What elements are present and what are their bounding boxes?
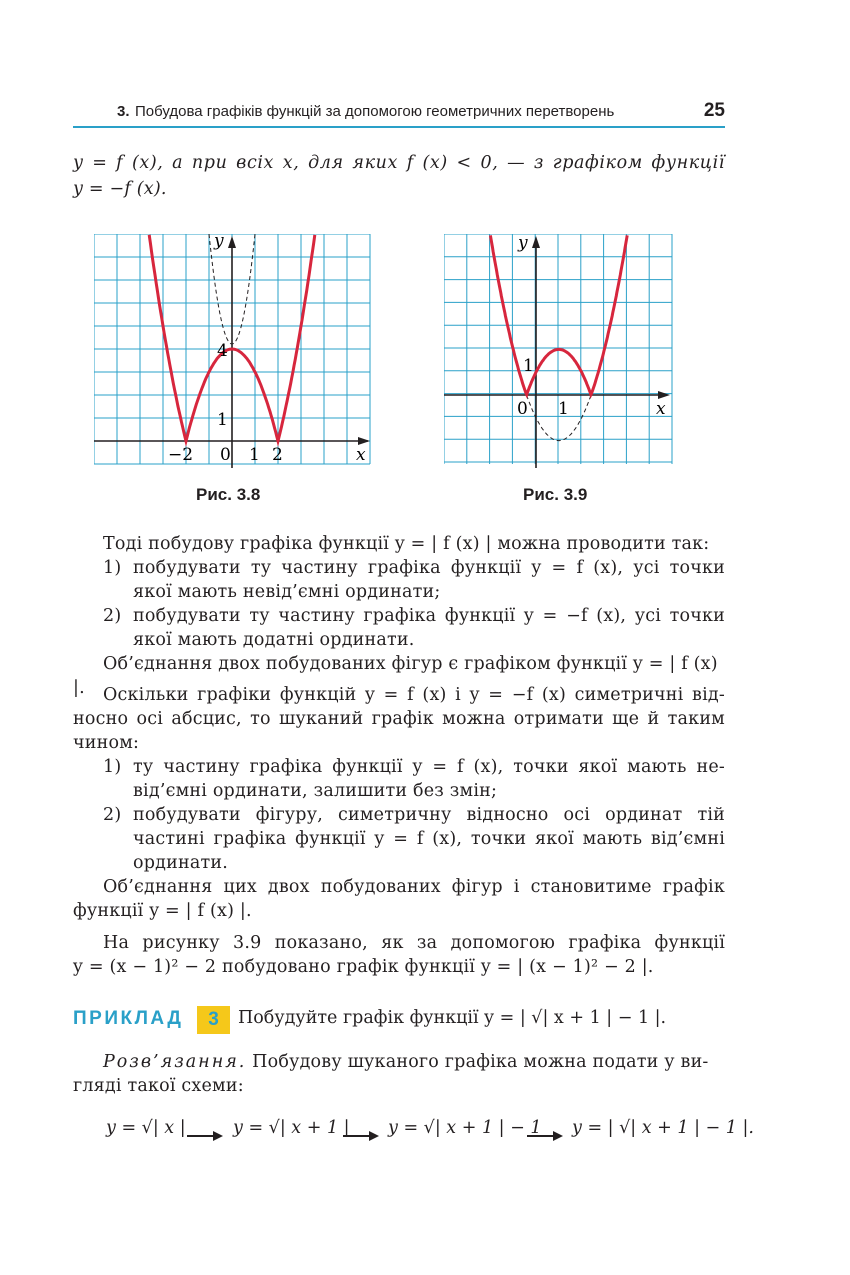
paragraph-3-line-2: носно осі абсцис, то шуканий графік можна отримати ще й таким — [73, 709, 725, 729]
label-y1: 1 — [217, 410, 228, 430]
caption-fig-3-9: Рис. 3.9 — [523, 485, 588, 504]
label-xm2: −2 — [168, 445, 194, 465]
example-task: Побудуйте графік функції y = | √| x + 1 | − 1 |. — [238, 1008, 667, 1028]
paragraph-5-line-2: y = (x − 1)² − 2 побудовано графік функції y = | (x − 1)² − 2 |. — [73, 957, 654, 977]
chain-step-2: y = √| x + 1 | — [233, 1118, 350, 1138]
chain-step-3: y = √| x + 1 | − 1 — [388, 1118, 542, 1138]
list-line: побудувати ту частину графіка функції y = −f (x), усі точки — [133, 606, 725, 626]
list2-item-1 — [103, 755, 725, 803]
arrow-icon — [187, 1130, 225, 1142]
list-line: побудувати фігуру, симетричну відносно осі ординат тій — [133, 805, 725, 825]
label-x1: 1 — [249, 445, 260, 465]
list-line: від’ємні ординати, залишити без змін; — [133, 781, 498, 801]
page-number: 25 — [703, 100, 725, 121]
y-axis-label: y — [214, 234, 224, 251]
paragraph-3-line-3: чином: — [73, 733, 140, 753]
solution-title: Розв’язання. — [103, 1052, 247, 1072]
label-x1: 1 — [558, 399, 569, 419]
list-number: 1) — [103, 558, 122, 578]
x-axis-arrow — [358, 437, 370, 445]
intro-line-1: y = f (x), а при всіх x, для яких f (x) < 0, — з графіком функції — [73, 153, 725, 173]
example-number-badge: 3 — [197, 1006, 230, 1034]
list-line: якої мають додатні ординати. — [133, 630, 415, 650]
x-axis-arrow — [658, 391, 670, 399]
paragraph-2: Об’єднання двох побудованих фігур є графіком функції y = | f (x) |. — [73, 654, 718, 698]
paragraph-1: Тоді побудову графіка функції y = | f (x) | можна проводити так: — [103, 534, 710, 554]
y-axis-arrow — [228, 236, 236, 248]
example-label: ПРИКЛАД — [73, 1008, 184, 1029]
chain-step-4: y = | √| x + 1 | − 1 |. — [572, 1118, 754, 1138]
y-axis-arrow — [532, 236, 540, 248]
figure-3-8 — [94, 234, 376, 468]
list1-item-2 — [103, 604, 725, 652]
list-line: ту частину графіка функції y = f (x), точки якої мають не- — [133, 757, 725, 777]
list-number: 2) — [103, 805, 122, 825]
solution-line-1 — [73, 1050, 725, 1074]
paragraph-5-line-1: На рисунку 3.9 показано, як за допомогою графіка функції — [103, 933, 725, 953]
figure-3-9 — [444, 234, 674, 468]
label-x0: 0 — [220, 445, 231, 465]
running-header — [73, 96, 725, 128]
label-x2: 2 — [272, 445, 283, 465]
list1-item-1 — [103, 556, 725, 604]
list-line: ординати. — [133, 853, 228, 873]
intro-line-2: y = −f (x). — [73, 179, 167, 199]
chapter-title: Побудова графіків функцій за допомогою геометричних перетворень — [135, 103, 615, 120]
solution-text: Побудову шуканого графіка можна подати у ви- — [252, 1052, 709, 1072]
list-number: 2) — [103, 606, 122, 626]
list-line: якої мають невід’ємні ординати; — [133, 582, 441, 602]
list-line: побудувати ту частину графіка функції y = f (x), усі точки — [133, 558, 725, 578]
list-line: частині графіка функції y = f (x), точки якої мають від’ємні — [133, 829, 725, 849]
label-y1: 1 — [523, 356, 534, 376]
x-axis-label: x — [356, 445, 366, 465]
solution-line-2: гляді такої схеми: — [73, 1076, 244, 1096]
list-number: 1) — [103, 757, 122, 777]
chapter-number: 3. — [117, 103, 130, 120]
paragraph-4-line-2: функції y = | f (x) |. — [73, 901, 252, 921]
caption-fig-3-8: Рис. 3.8 — [196, 485, 261, 504]
paragraph-4-line-1: Об’єднання цих двох побудованих фігур і становитиме графік — [103, 877, 725, 897]
arrow-icon — [343, 1130, 381, 1142]
list2-item-2 — [103, 803, 725, 875]
label-x0: 0 — [517, 399, 528, 419]
label-y4: 4 — [217, 341, 228, 361]
paragraph-3-line-1: Оскільки графіки функцій y = f (x) і y = −f (x) симетричні від- — [103, 685, 725, 705]
x-axis-label: x — [656, 399, 666, 419]
y-axis-label: y — [518, 234, 528, 253]
arrow-icon — [527, 1130, 565, 1142]
chain-step-1: y = √| x | — [106, 1118, 186, 1138]
